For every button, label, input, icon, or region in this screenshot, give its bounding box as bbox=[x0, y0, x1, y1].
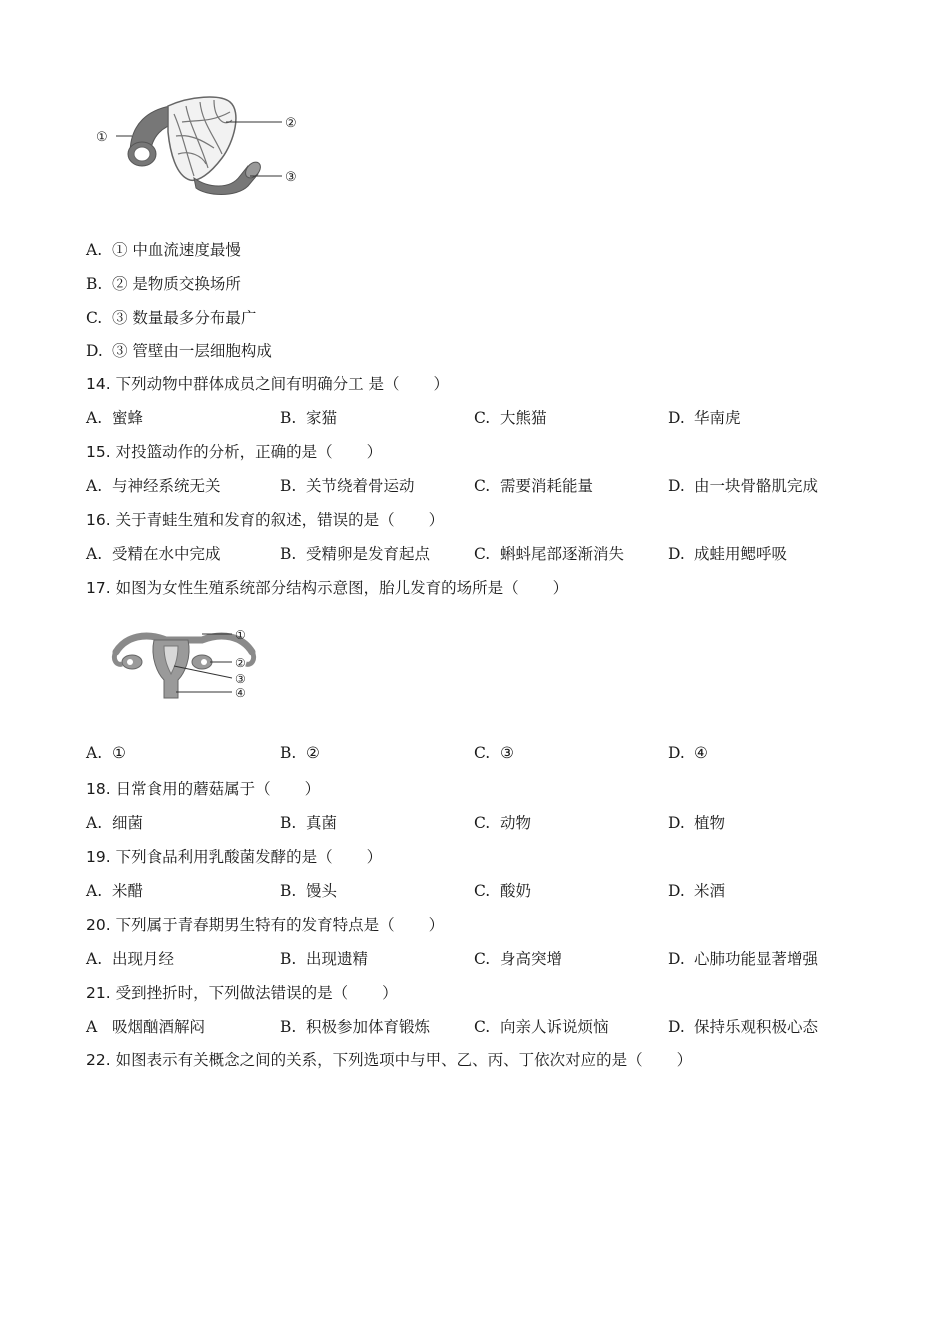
text-label: 植物 bbox=[694, 814, 726, 832]
q13-option-a bbox=[86, 238, 241, 260]
capillary-network bbox=[168, 97, 236, 180]
option-letter: B. bbox=[280, 545, 297, 563]
option-letter: A bbox=[86, 1018, 98, 1036]
text-label: 需要消耗能量 bbox=[500, 477, 594, 495]
answer-bracket-close: ） bbox=[552, 579, 569, 597]
option-letter: D. bbox=[86, 342, 103, 360]
q14-option-d bbox=[668, 406, 741, 428]
q18-option-b bbox=[280, 811, 337, 833]
text-label: 日常食用的蘑菇属于（ bbox=[115, 780, 271, 798]
question-number: 18. bbox=[86, 780, 111, 798]
option-letter: C. bbox=[474, 950, 491, 968]
blood-vessel-figure bbox=[90, 92, 320, 200]
figure1-label-1: ① bbox=[96, 130, 108, 145]
text-label: 下列属于青春期男生特有的发育特点是（ bbox=[115, 916, 395, 934]
text-label: 关节绕着骨运动 bbox=[306, 477, 415, 495]
text-label: 蜜蜂 bbox=[112, 409, 144, 427]
option-letter: A. bbox=[86, 477, 103, 495]
option-letter: A. bbox=[86, 241, 103, 259]
option-letter: D. bbox=[668, 814, 685, 832]
q13-option-b bbox=[86, 272, 241, 294]
q20-option-b bbox=[280, 947, 368, 969]
text-label: 身高突增 bbox=[500, 950, 563, 968]
question-number: 22. bbox=[86, 1051, 111, 1069]
option-letter: C. bbox=[474, 814, 491, 832]
option-letter: C. bbox=[474, 409, 491, 427]
option-letter: A. bbox=[86, 744, 103, 762]
q19-option-c bbox=[474, 879, 531, 901]
q21-option-a bbox=[86, 1015, 205, 1037]
text-label: 受精在水中完成 bbox=[112, 545, 221, 563]
option-letter: A. bbox=[86, 814, 103, 832]
text-label: 与神经系统无关 bbox=[112, 477, 221, 495]
text-label: 由一块骨骼肌完成 bbox=[694, 477, 819, 495]
question-15-stem bbox=[86, 440, 382, 462]
option-letter: A. bbox=[86, 409, 103, 427]
option-letter: D. bbox=[668, 477, 685, 495]
question-number: 19. bbox=[86, 848, 111, 866]
question-number: 16. bbox=[86, 511, 111, 529]
q21-option-c bbox=[474, 1015, 609, 1037]
q17-option-c bbox=[474, 744, 514, 762]
option-letter: B. bbox=[280, 1018, 297, 1036]
answer-bracket-close: ） bbox=[428, 916, 445, 934]
answer-bracket-close: ） bbox=[304, 780, 321, 798]
option-letter: A. bbox=[86, 545, 103, 563]
option-letter: D. bbox=[668, 1018, 685, 1036]
female-reproductive-figure bbox=[106, 622, 266, 706]
text-label: 酸奶 bbox=[500, 882, 532, 900]
text-label: 出现月经 bbox=[112, 950, 175, 968]
text-label: 米酒 bbox=[694, 882, 726, 900]
text-label: 下列动物中群体成员之间有明确分工 是（ bbox=[115, 375, 400, 393]
option-letter: C. bbox=[474, 744, 491, 762]
q18-option-d bbox=[668, 811, 725, 833]
q20-option-d bbox=[668, 947, 818, 969]
question-21-stem bbox=[86, 981, 398, 1003]
q19-option-b bbox=[280, 879, 337, 901]
q15-option-c bbox=[474, 474, 593, 496]
q20-option-a bbox=[86, 947, 174, 969]
text-label: 如图表示有关概念之间的关系，下列选项中与甲、乙、丙、丁依次对应的是（ bbox=[115, 1051, 643, 1069]
option-letter: D. bbox=[668, 950, 685, 968]
figure2-label-1: ① bbox=[235, 628, 246, 642]
question-14-stem bbox=[86, 372, 449, 394]
option-letter: D. bbox=[668, 882, 685, 900]
option-letter: B. bbox=[280, 814, 297, 832]
option-letter: C. bbox=[474, 545, 491, 563]
text-label: ② 是物质交换场所 bbox=[112, 275, 241, 293]
option-letter: C. bbox=[474, 1018, 491, 1036]
text-label: 受到挫折时，下列做法错误的是（ bbox=[115, 984, 349, 1002]
question-20-stem bbox=[86, 913, 444, 935]
text-label: 保持乐观积极心态 bbox=[694, 1018, 819, 1036]
option-letter: B. bbox=[280, 477, 297, 495]
answer-bracket-close: ） bbox=[433, 375, 450, 393]
text-label: 如图为女性生殖系统部分结构示意图，胎儿发育的场所是（ bbox=[115, 579, 519, 597]
text-label: ③ 管壁由一层细胞构成 bbox=[112, 342, 272, 360]
q19-option-a bbox=[86, 879, 143, 901]
text-label: 心肺功能显著增强 bbox=[694, 950, 819, 968]
q14-option-b bbox=[280, 406, 337, 428]
text-label: ① 中血流速度最慢 bbox=[112, 241, 241, 259]
option-letter: B. bbox=[280, 950, 297, 968]
text-label: 关于青蛙生殖和发育的叙述，错误的是（ bbox=[115, 511, 395, 529]
q15-option-b bbox=[280, 474, 415, 496]
question-17-stem bbox=[86, 576, 568, 598]
question-number: 15. bbox=[86, 443, 111, 461]
figure1-label-2: ② bbox=[285, 116, 297, 131]
text-label: 受精卵是发育起点 bbox=[306, 545, 431, 563]
q16-option-a bbox=[86, 542, 221, 564]
text-label: 下列食品利用乳酸菌发酵的是（ bbox=[115, 848, 333, 866]
option-letter: B. bbox=[280, 882, 297, 900]
text-label: 真菌 bbox=[306, 814, 338, 832]
text-label: 向亲人诉说烦恼 bbox=[500, 1018, 609, 1036]
text-label: 吸烟酗酒解闷 bbox=[112, 1018, 206, 1036]
text-label: ③ 数量最多分布最广 bbox=[112, 309, 257, 327]
question-18-stem bbox=[86, 777, 320, 799]
figure2-label-2: ② bbox=[235, 656, 246, 670]
q20-option-c bbox=[474, 947, 562, 969]
text-label: ③ bbox=[500, 744, 514, 762]
text-label: 馒头 bbox=[306, 882, 338, 900]
figure2-label-4: ④ bbox=[235, 686, 246, 700]
question-number: 14. bbox=[86, 375, 111, 393]
option-letter: A. bbox=[86, 950, 103, 968]
q17-option-b bbox=[280, 744, 320, 762]
q21-option-b bbox=[280, 1015, 430, 1037]
q14-option-a bbox=[86, 406, 143, 428]
figure2-label-3: ③ bbox=[235, 672, 246, 686]
option-letter: B. bbox=[280, 409, 297, 427]
text-label: ④ bbox=[694, 744, 708, 762]
question-16-stem bbox=[86, 508, 444, 530]
question-number: 17. bbox=[86, 579, 111, 597]
option-letter: A. bbox=[86, 882, 103, 900]
text-label: 大熊猫 bbox=[500, 409, 547, 427]
question-22-stem bbox=[86, 1048, 692, 1070]
q18-option-a bbox=[86, 811, 143, 833]
text-label: 积极参加体育锻炼 bbox=[306, 1018, 431, 1036]
answer-bracket-close: ） bbox=[366, 443, 383, 461]
q21-option-d bbox=[668, 1015, 818, 1037]
option-letter: B. bbox=[86, 275, 103, 293]
option-letter: D. bbox=[668, 409, 685, 427]
text-label: ① bbox=[112, 744, 126, 762]
q15-option-d bbox=[668, 474, 818, 496]
q13-option-d bbox=[86, 339, 272, 361]
option-letter: D. bbox=[668, 744, 685, 762]
option-letter: D. bbox=[668, 545, 685, 563]
option-letter: C. bbox=[474, 477, 491, 495]
text-label: 米醋 bbox=[112, 882, 144, 900]
text-label: 蝌蚪尾部逐渐消失 bbox=[500, 545, 625, 563]
text-label: ② bbox=[306, 744, 320, 762]
q14-option-c bbox=[474, 406, 547, 428]
option-letter: C. bbox=[474, 882, 491, 900]
q17-option-a bbox=[86, 744, 126, 762]
text-label: 细菌 bbox=[112, 814, 144, 832]
q16-option-c bbox=[474, 542, 624, 564]
q19-option-d bbox=[668, 879, 725, 901]
figure1-label-3: ③ bbox=[285, 170, 297, 185]
option-letter: B. bbox=[280, 744, 297, 762]
answer-bracket-close: ） bbox=[676, 1051, 693, 1069]
text-label: 华南虎 bbox=[694, 409, 741, 427]
question-number: 20. bbox=[86, 916, 111, 934]
text-label: 成蛙用鳃呼吸 bbox=[694, 545, 788, 563]
q16-option-d bbox=[668, 542, 787, 564]
option-letter: C. bbox=[86, 309, 103, 327]
question-19-stem bbox=[86, 845, 382, 867]
text-label: 对投篮动作的分析，正确的是（ bbox=[115, 443, 333, 461]
answer-bracket-close: ） bbox=[382, 984, 398, 1002]
q17-option-d bbox=[668, 744, 708, 762]
q18-option-c bbox=[474, 811, 531, 833]
q16-option-b bbox=[280, 542, 430, 564]
answer-bracket-close: ） bbox=[428, 511, 445, 529]
q15-option-a bbox=[86, 474, 221, 496]
text-label: 动物 bbox=[500, 814, 532, 832]
q13-option-c bbox=[86, 306, 256, 328]
answer-bracket-close: ） bbox=[366, 848, 383, 866]
text-label: 出现遗精 bbox=[306, 950, 369, 968]
text-label: 家猫 bbox=[306, 409, 338, 427]
question-number: 21. bbox=[86, 984, 111, 1002]
